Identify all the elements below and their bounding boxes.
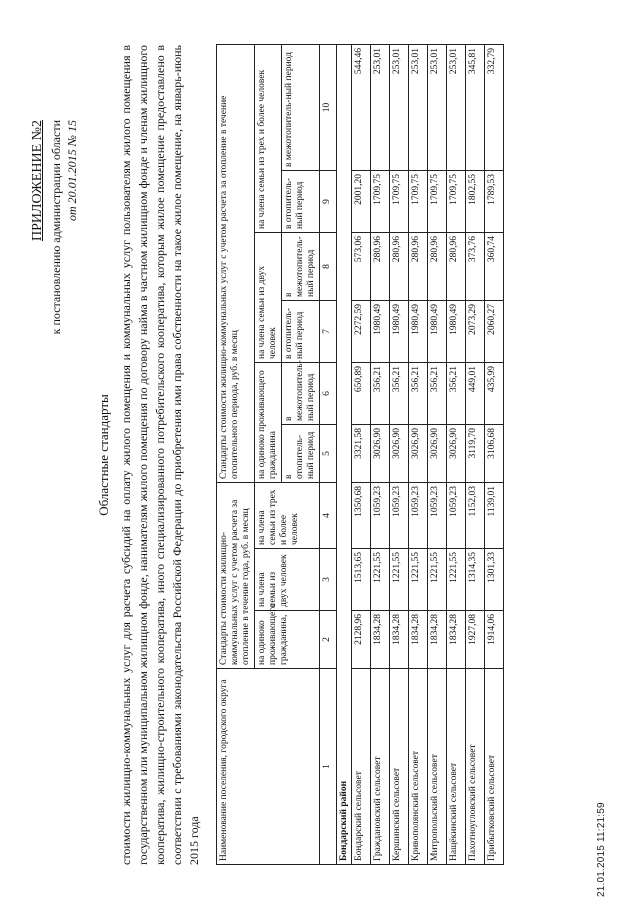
value-cell: 356,21 <box>409 363 428 425</box>
value-cell: 1834,28 <box>447 611 466 669</box>
value-cell: 1980,49 <box>371 301 390 363</box>
value-cell: 1221,55 <box>409 549 428 611</box>
settlement-name: Бондарский сельсовет <box>352 669 371 865</box>
header-group1: Стандарты стоимости жилищно-коммунальных услуг с учетом расчета за отопление в течение года, руб. в месяц <box>217 483 255 669</box>
table-row <box>447 44 466 864</box>
value-cell: 2060,27 <box>485 301 504 363</box>
value-cell: 3026,90 <box>447 425 466 483</box>
scan-timestamp: 21.01.2015 11:21:59 <box>596 802 607 897</box>
value-cell: 449,01 <box>466 363 485 425</box>
value-cell: 1139,01 <box>485 483 504 549</box>
value-cell: 1834,28 <box>428 611 447 669</box>
value-cell: 3119,70 <box>466 425 485 483</box>
header-heating-period: в отопитель-ный период <box>282 425 320 483</box>
value-cell: 373,76 <box>466 233 485 301</box>
column-index: 10 <box>320 44 337 170</box>
value-cell: 1301,33 <box>485 549 504 611</box>
header-g2-single: на одиноко проживающего гражданина <box>255 363 282 483</box>
appendix-title: ПРИЛОЖЕНИЕ №2 <box>30 120 45 241</box>
value-cell: 1709,75 <box>371 171 390 233</box>
value-cell: 1927,08 <box>466 611 485 669</box>
settlement-name: Кершинский сельсовет <box>390 669 409 865</box>
column-index: 6 <box>320 363 337 425</box>
value-cell: 253,01 <box>371 44 390 170</box>
column-index-row <box>320 44 337 864</box>
header-g1-two: на члена семьи из двух человек <box>255 549 320 611</box>
settlement-name: Граждановский сельсовет <box>371 669 390 865</box>
value-cell: 435,99 <box>485 363 504 425</box>
table-body <box>352 44 504 864</box>
table-row <box>371 44 390 864</box>
value-cell: 1221,55 <box>371 549 390 611</box>
value-cell: 280,96 <box>390 233 409 301</box>
header-g1-single: на одиноко проживающего гражданина, <box>255 611 320 669</box>
value-cell: 1221,55 <box>447 549 466 611</box>
standards-table <box>216 44 504 865</box>
value-cell: 356,21 <box>371 363 390 425</box>
value-cell: 1980,49 <box>390 301 409 363</box>
document-heading: Областные стандарты <box>96 394 111 516</box>
table-row <box>352 44 371 864</box>
column-index: 3 <box>320 549 337 611</box>
appendix-block <box>30 120 80 334</box>
value-cell: 1350,68 <box>352 483 371 549</box>
header-nonheating-period: в межотопитель-ный период <box>282 363 320 425</box>
header-g2-two: на члена семьи из двух человек <box>255 233 282 363</box>
value-cell: 1789,53 <box>485 171 504 233</box>
table-row <box>466 44 485 864</box>
value-cell: 1802,55 <box>466 171 485 233</box>
value-cell: 1059,23 <box>428 483 447 549</box>
value-cell: 1059,23 <box>390 483 409 549</box>
value-cell: 2128,96 <box>352 611 371 669</box>
value-cell: 360,74 <box>485 233 504 301</box>
settlement-name: Прибытковский сельсовет <box>485 669 504 865</box>
district-name: Бондарский район <box>337 44 352 864</box>
header-nonheating-period: в межотопитель-ный период <box>282 233 320 301</box>
value-cell: 3321,58 <box>352 425 371 483</box>
value-cell: 1221,55 <box>390 549 409 611</box>
value-cell: 650,89 <box>352 363 371 425</box>
column-index: 4 <box>320 483 337 549</box>
value-cell: 1059,23 <box>409 483 428 549</box>
value-cell: 1709,75 <box>428 171 447 233</box>
value-cell: 253,01 <box>447 44 466 170</box>
value-cell: 1059,23 <box>371 483 390 549</box>
column-index: 7 <box>320 301 337 363</box>
table-row <box>485 44 504 864</box>
value-cell: 280,96 <box>371 233 390 301</box>
header-g1-three: на члена семьи из трех и более человек <box>255 483 320 549</box>
value-cell: 2272,59 <box>352 301 371 363</box>
value-cell: 3026,90 <box>409 425 428 483</box>
value-cell: 253,01 <box>409 44 428 170</box>
value-cell: 356,21 <box>390 363 409 425</box>
header-settlement-name: Наименование поселения, городского округа <box>217 669 320 865</box>
value-cell: 1221,55 <box>428 549 447 611</box>
handwritten-date-number: от 20.01.2015 № 15 <box>65 120 79 221</box>
document-intro-paragraph: стоимости жилищно-коммунальных услуг для расчета субсидий на оплату жилого помещения и коммунальных услуг пользователям жилого помещения в государственном или муниципальном жилищном фонде, нанимателям жилого помещения по договору найма в частном жилищном фонде и членам жилищного кооператива, жилищно-строительного кооператива, иного специализированного потребительского кооператива, которым жилое помещение предоставлено в соответствии с требованиями законодательства Российской Федерации до приобретения ими права собственности на такое жилое помещение, на январь-июнь 2015 года <box>119 45 201 865</box>
appendix-subtitle: к постановлению администрации области <box>49 120 63 335</box>
settlement-name: Кривополянский сельсовет <box>409 669 428 865</box>
header-g2-three: на члена семьи из трех и более человек <box>255 44 282 232</box>
value-cell: 2001,20 <box>352 171 371 233</box>
value-cell: 332,79 <box>485 44 504 170</box>
settlement-name: Митропольский сельсовет <box>428 669 447 865</box>
value-cell: 356,21 <box>447 363 466 425</box>
group-row <box>337 44 352 864</box>
value-cell: 1834,28 <box>390 611 409 669</box>
value-cell: 1914,06 <box>485 611 504 669</box>
value-cell: 1709,75 <box>409 171 428 233</box>
value-cell: 253,01 <box>428 44 447 170</box>
value-cell: 1980,49 <box>428 301 447 363</box>
column-index: 1 <box>320 669 337 865</box>
column-index: 5 <box>320 425 337 483</box>
value-cell: 2073,29 <box>466 301 485 363</box>
value-cell: 1980,49 <box>409 301 428 363</box>
header-heating-period: в отопитель-ный период <box>282 171 320 233</box>
value-cell: 3026,90 <box>390 425 409 483</box>
value-cell: 1834,28 <box>409 611 428 669</box>
column-index: 9 <box>320 171 337 233</box>
value-cell: 3106,68 <box>485 425 504 483</box>
value-cell: 3026,90 <box>428 425 447 483</box>
value-cell: 1980,49 <box>447 301 466 363</box>
value-cell: 1314,35 <box>466 549 485 611</box>
table-row <box>390 44 409 864</box>
value-cell: 1834,28 <box>371 611 390 669</box>
value-cell: 3026,90 <box>371 425 390 483</box>
value-cell: 280,96 <box>428 233 447 301</box>
value-cell: 356,21 <box>428 363 447 425</box>
value-cell: 1709,75 <box>390 171 409 233</box>
column-index: 8 <box>320 233 337 301</box>
table-row <box>409 44 428 864</box>
value-cell: 253,01 <box>390 44 409 170</box>
settlement-name: Пахотноугловский сельсовет <box>466 669 485 865</box>
value-cell: 1513,65 <box>352 549 371 611</box>
header-group2: Стандарты стоимости жилищно-коммунальных услуг с учетом расчета за отопление в течение отопительного периода, руб. в месяц <box>217 44 255 482</box>
header-heating-period: в отопитель-ный период <box>282 301 320 363</box>
column-index: 2 <box>320 611 337 669</box>
table-row <box>428 44 447 864</box>
value-cell: 544,46 <box>352 44 371 170</box>
value-cell: 1059,23 <box>447 483 466 549</box>
value-cell: 280,96 <box>447 233 466 301</box>
header-nonheating-period: в межотопитель-ный период <box>282 44 320 170</box>
value-cell: 573,06 <box>352 233 371 301</box>
value-cell: 345,81 <box>466 44 485 170</box>
value-cell: 1152,03 <box>466 483 485 549</box>
settlement-name: Нащёкинский сельсовет <box>447 669 466 865</box>
value-cell: 280,96 <box>409 233 428 301</box>
value-cell: 1709,75 <box>447 171 466 233</box>
